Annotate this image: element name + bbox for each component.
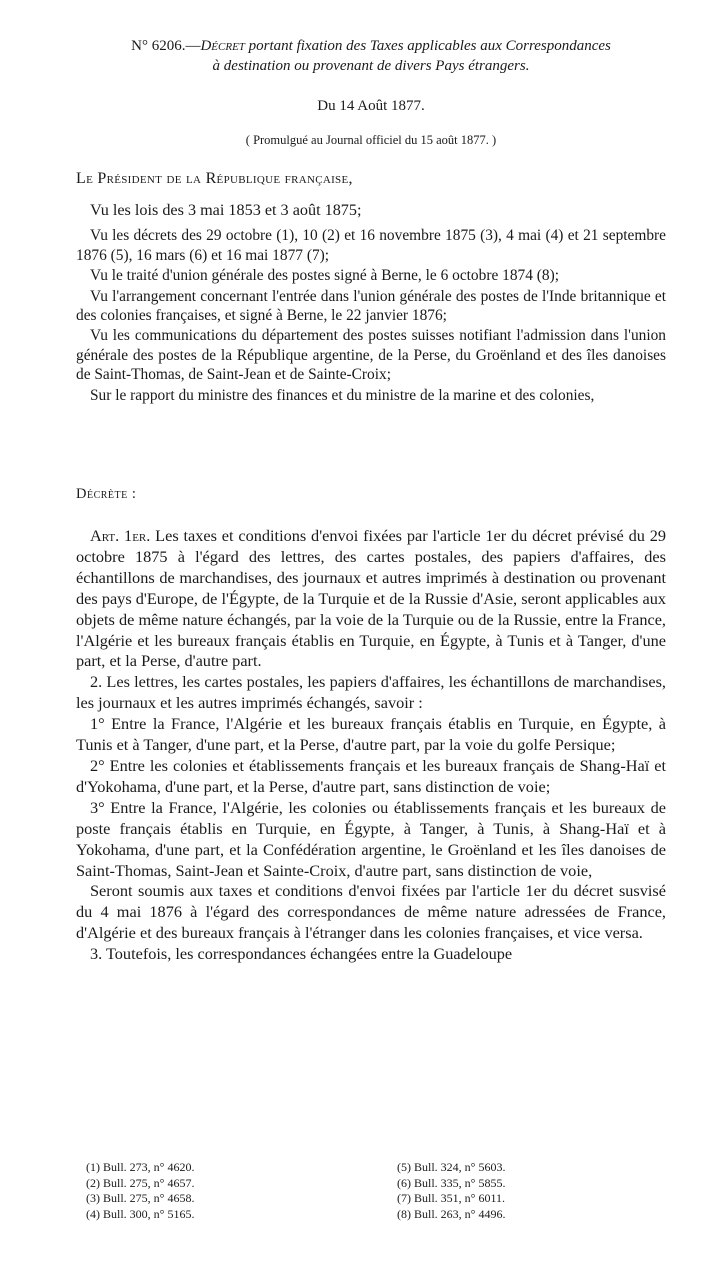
visa-paragraph: Vu les lois des 3 mai 1853 et 3 août 1875; [90,201,362,219]
title-line-2: à destination ou provenant de divers Pays étrangers. [212,58,530,74]
footnote: (2) Bull. 275, n° 4657. [86,1175,195,1190]
article-2: 2. Les lettres, les cartes postales, les papiers d'affaires, les échantillons de marchandises, les journaux et les autres imprimés échangés, savoir : [76,672,666,713]
visas-section [76,201,666,405]
article-2-item-2: 2° Entre les colonies et établissements français et les bureaux français de Shang-Haï et d'Yokohama, d'une part, et la Perse, d'autre part, sans distinction de voie; [76,755,666,796]
footnote: (8) Bull. 263, n° 4496. [397,1206,506,1221]
visa-paragraph: Vu l'arrangement concernant l'entrée dans l'union générale des postes de l'Inde britannique et des colonies françaises, et signé à Berne, le 22 janvier 1876; [76,287,666,325]
article-2-item-1: 1° Entre la France, l'Algérie et les bureaux français établis en Turquie, en Égypte, à Tunis et à Tanger, d'une part, et la Perse, d'autre part, par la voie du golfe Persique; [76,714,666,755]
footnotes-left [86,1160,194,1222]
title-rest: portant fixation des Taxes applicables aux Correspondances [248,38,611,54]
footnote: (6) Bull. 335, n° 5855. [397,1175,506,1190]
article-label: Art. 1er. [90,526,151,545]
footnote: (3) Bull. 275, n° 4658. [86,1191,195,1205]
visa-paragraph: Vu le traité d'union générale des postes signé à Berne, le 6 octobre 1874 (8); [90,267,559,285]
article-1 [76,526,666,672]
visa-paragraph: Vu les communications du département des postes suisses notifiant l'admission dans l'union générale des postes de la République argentine, de la Perse, du Groënland et des îles danoises de Saint-Thomas, de Saint-Jean et de Sainte-Croix; [76,327,666,384]
article-2-conclusion: Seront soumis aux taxes et conditions d'envoi fixées par l'article 1er du décret susvisé du 4 mai 1876 à l'égard des correspondances de même nature adressées de France, d'Algérie et des bureaux français à l'étranger dans les colonies françaises, et vice versa. [76,881,666,943]
articles-section [76,526,666,965]
decrete-label: Décrète : [76,486,137,502]
decree-date: Du 14 Août 1877. [317,98,425,114]
title-line-1 [76,36,666,56]
decree-title [76,36,666,76]
president-heading: Le Président de la République française, [76,170,353,187]
footnote: (5) Bull. 324, n° 5603. [397,1160,506,1174]
promulgation-note: ( Promulgué au Journal officiel du 15 août 1877. ) [245,133,497,147]
footnote: (7) Bull. 351, n° 6011. [397,1191,506,1205]
footnote: (4) Bull. 300, n° 5165. [86,1206,195,1221]
decree-word: Décret [200,38,245,54]
visa-paragraph: Sur le rapport du ministre des finances et du ministre de la marine et des colonies, [90,386,595,404]
article-3: 3. Toutefois, les correspondances échangées entre la Guadeloupe [90,944,513,964]
decree-number: N° 6206.— [131,38,201,54]
visa-paragraph: Vu les décrets des 29 octobre (1), 10 (2) et 16 novembre 1875 (3), 4 mai (4) et 21 septembre 1876 (5), 16 mars (6) et 16 mai 1877 (7); [76,227,666,264]
article-text: Les taxes et conditions d'envoi fixées par l'article 1er du décret prévisé du 29 octobre 1875 à l'égard des lettres, des cartes postales, des papiers d'affaires, des échantillons de marchandises, des journaux et autres imprimés à destination ou provenant des pays d'Europe, de l'Égypte, de la Turquie et de la Russie d'Asie, seront applicables aux objets de même nature échangés, par la voie de la Turquie ou de la Russie, entre la France, l'Algérie et les bureaux français établis en Turquie, en Égypte, à Tunis et à Tanger, d'une part, et la Perse, d'autre part. [76,526,666,671]
footnote: (1) Bull. 273, n° 4620. [86,1160,195,1174]
article-2-item-3: 3° Entre la France, l'Algérie, les colonies ou établissements français et les bureaux de poste français établis en Turquie, en Égypte, à Tanger, à Tunis, à Shang-Haï et à Yokohama, d'une part, et la Confédération argentine, le Groënland et les îles danoises de Saint-Thomas, Saint-Jean et Sainte-Croix, d'autre part, sans distinction de voie, [76,797,666,880]
footnotes-right [397,1160,505,1222]
